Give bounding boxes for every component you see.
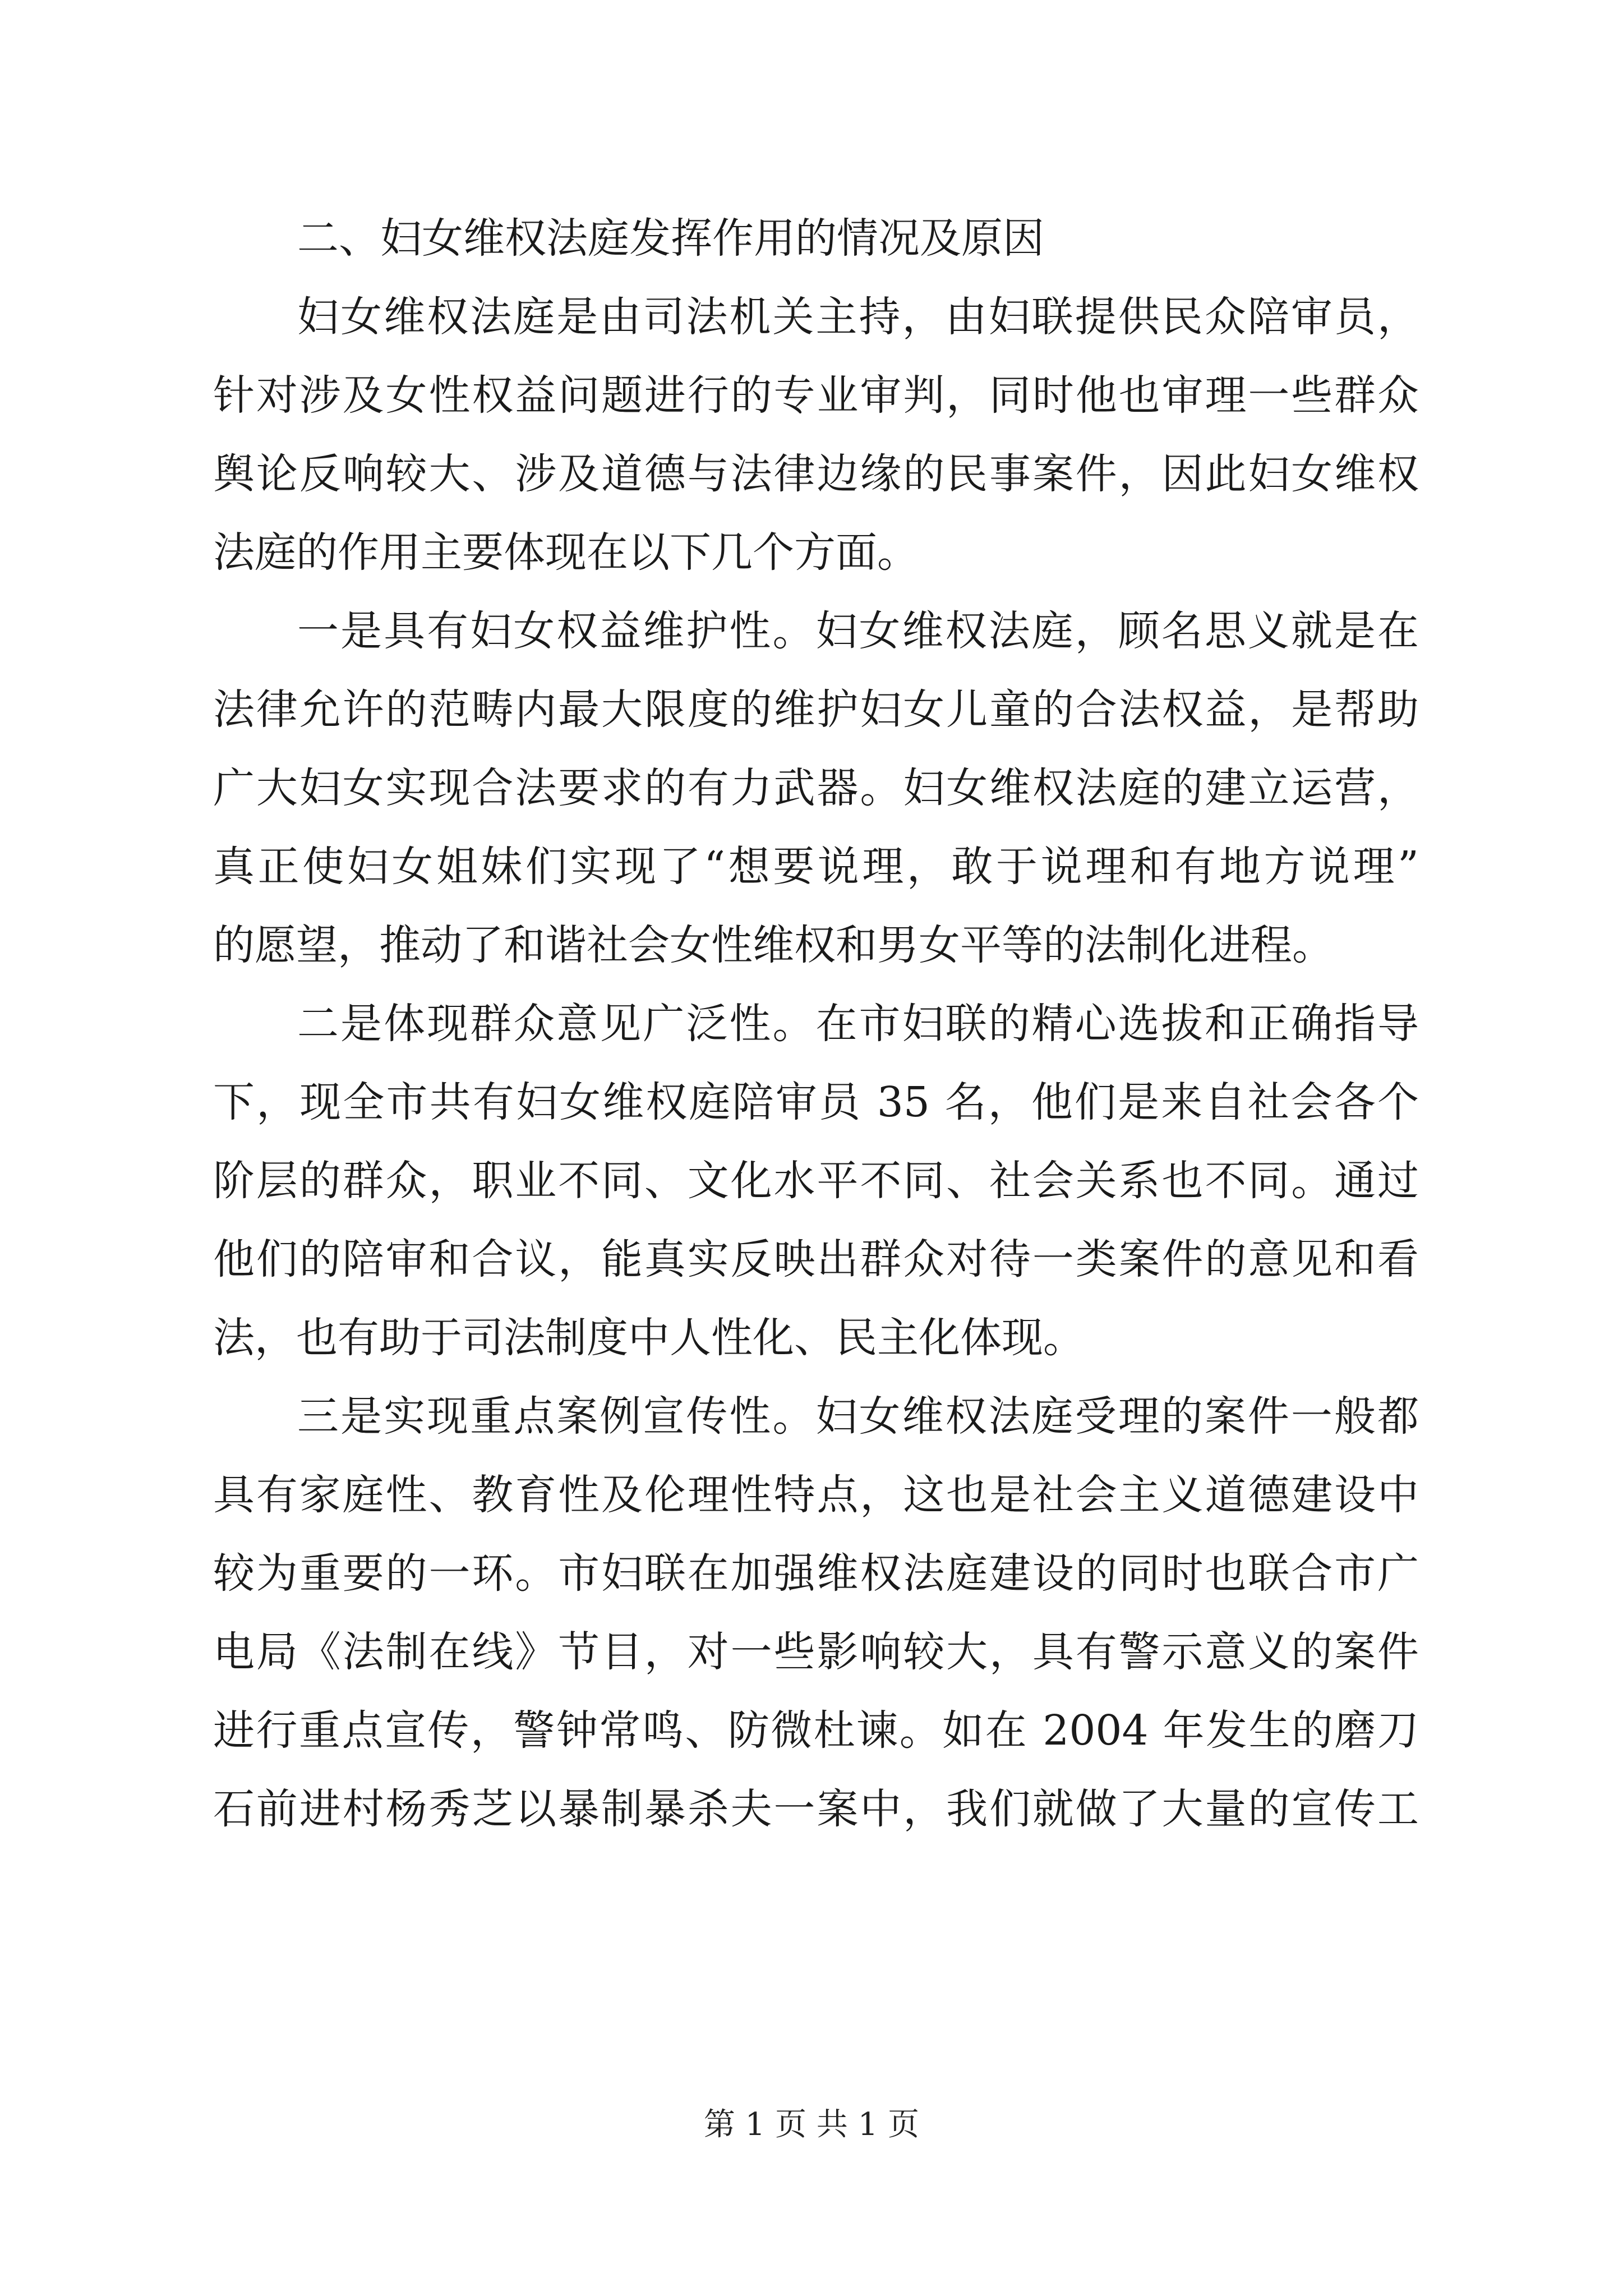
paragraph-line: 真正使妇女姐妹们实现了“想要说理，敢于说理和有地方说理” [213, 843, 1419, 891]
paragraph-line: 法律允许的范畴内最大限度的维护妇女儿童的合法权益，是帮助 [213, 685, 1419, 734]
paragraph-line: 阶层的群众，职业不同、文化水平不同、社会关系也不同。通过 [213, 1157, 1419, 1205]
paragraph-line: 的愿望，推动了和谐社会女性维权和男女平等的法制化进程。 [213, 921, 1334, 969]
paragraph-line: 三是实现重点案例宣传性。妇女维权法庭受理的案件一般都 [297, 1392, 1419, 1441]
paragraph-line: 下，现全市共有妇女维权庭陪审员 35 名，他们是来自社会各个 [213, 1078, 1419, 1126]
paragraph-line: 电局《法制在线》节目，对一些影响较大，具有警示意义的案件 [213, 1628, 1419, 1676]
paragraph-line: 舆论反响较大、涉及道德与法律边缘的民事案件，因此妇女维权 [213, 450, 1419, 498]
paragraph-line: 他们的陪审和合议，能真实反映出群众对待一类案件的意见和看 [213, 1235, 1419, 1283]
paragraph-line: 较为重要的一环。市妇联在加强维权法庭建设的同时也联合市广 [213, 1549, 1419, 1598]
paragraph-line: 针对涉及女性权益问题进行的专业审判，同时他也审理一些群众 [213, 371, 1419, 420]
paragraph-line: 具有家庭性、教育性及伦理性特点，这也是社会主义道德建设中 [213, 1471, 1419, 1519]
paragraph-4 [213, 1377, 1419, 1848]
paragraph-line: 二是体现群众意见广泛性。在市妇联的精心选拔和正确指导 [297, 1000, 1419, 1048]
paragraph-2 [213, 592, 1419, 984]
paragraph-line: 一是具有妇女权益维护性。妇女维权法庭，顾名思义就是在 [297, 607, 1419, 655]
paragraph-3 [213, 984, 1419, 1377]
paragraph-line: 法庭的作用主要体现在以下几个方面。 [213, 528, 919, 577]
paragraph-line: 法，也有助于司法制度中人性化、民主化体现。 [213, 1314, 1085, 1362]
document-body [213, 199, 1419, 1848]
paragraph-line: 广大妇女实现合法要求的有力武器。妇女维权法庭的建立运营， [213, 764, 1419, 812]
page-footer: 第 1 页 共 1 页 [703, 2106, 920, 2143]
paragraph-1 [213, 278, 1419, 592]
paragraph-line: 妇女维权法庭是由司法机关主持，由妇联提供民众陪审员， [297, 293, 1419, 341]
paragraph-line: 石前进村杨秀芝以暴制暴杀夫一案中，我们就做了大量的宣传工 [213, 1785, 1419, 1833]
paragraph-line: 进行重点宣传，警钟常鸣、防微杜谏。如在 2004 年发生的磨刀 [213, 1706, 1419, 1755]
section-heading: 二、妇女维权法庭发挥作用的情况及原因 [297, 214, 1044, 263]
